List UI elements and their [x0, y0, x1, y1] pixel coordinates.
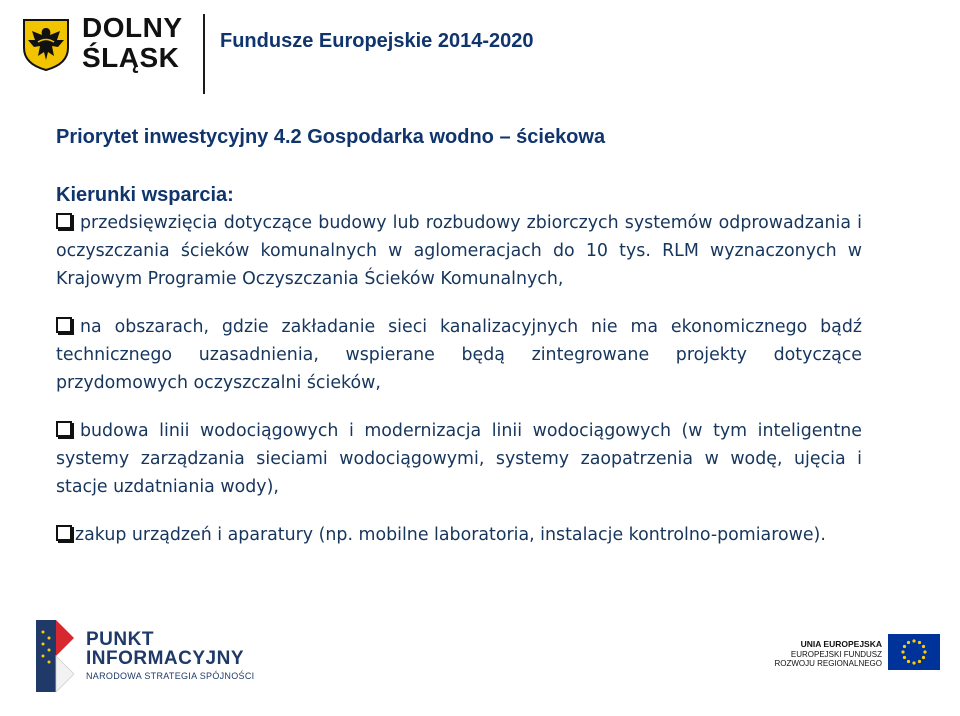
ue-line-2: EUROPEJSKI FUNDUSZ — [790, 649, 882, 659]
brand-line-2: ŚLĄSK — [82, 42, 180, 73]
silesian-eagle-icon — [22, 18, 70, 72]
list-item — [56, 417, 862, 501]
priority-title: Priorytet inwestycyjny 4.2 Gospodarka wodno – ściekowa — [56, 126, 606, 148]
eu-star-icon — [922, 656, 925, 659]
brand-line-1: DOLNY — [82, 12, 183, 43]
eu-fund-label — [774, 640, 882, 668]
eu-star-icon — [922, 645, 925, 648]
punkt-informacyjny-logo-icon — [34, 620, 74, 692]
eu-star-icon — [912, 639, 915, 642]
header-title: Fundusze Europejskie 2014-2020 — [220, 30, 534, 52]
eu-star-icon — [907, 660, 910, 663]
slide-header — [0, 0, 960, 95]
eu-star-icon — [907, 641, 910, 644]
punkt-informacyjny-wordmark — [86, 630, 254, 681]
section-heading: Kierunki wsparcia: — [56, 184, 234, 206]
list-item-text: przedsięwzięcia dotyczące budowy lub rozbudowy zbiorczych systemów odprowadzania i oczyszczania ścieków komunalnych w aglomeracjach do 10 tys. RLM wyznaczonych w Krajowym Programie Oczyszczania Ścieków Komunalnych, — [56, 213, 862, 289]
support-directions — [56, 184, 862, 549]
eu-star-icon — [912, 661, 915, 664]
eu-star-icon — [918, 660, 921, 663]
checkbox-bullet-icon — [56, 525, 72, 541]
eu-star-icon — [903, 656, 906, 659]
list-item-text: budowa linii wodociągowych i modernizacja linii wodociągowych (w tym inteligentne systemy zarządzania sieciami wodociągowymi, systemy zaopatrzenia w wodę, ujęcia i stacje uzdatniania wody), — [56, 421, 862, 497]
eu-star-icon — [903, 645, 906, 648]
list-item — [56, 209, 862, 293]
pi-line-1: PUNKT — [86, 629, 154, 650]
checkbox-bullet-icon — [56, 317, 72, 333]
list-item-text: zakup urządzeń i aparatury (np. mobilne laboratoria, instalacje kontrolno-pomiarowe). — [75, 525, 826, 545]
ue-line-1: UNIA EUROPEJSKA — [800, 639, 882, 649]
eu-flag-icon — [888, 634, 940, 670]
list-item-text: na obszarach, gdzie zakładanie sieci kanalizacyjnych nie ma ekonomicznego bądź technicznego uzasadnienia, wspierane będą zintegrowane projekty dotyczące przydomowych oczyszczalni ścieków, — [56, 317, 862, 393]
list-item — [56, 313, 862, 397]
eu-star-icon — [918, 641, 921, 644]
eu-star-icon — [901, 650, 904, 653]
brand-wordmark — [82, 14, 183, 72]
list-item — [56, 521, 862, 549]
ue-line-3: ROZWOJU REGIONALNEGO — [774, 658, 882, 668]
checkbox-bullet-icon — [56, 213, 72, 229]
pi-line-2: INFORMACYJNY — [86, 648, 245, 669]
eu-star-icon — [923, 650, 926, 653]
header-divider — [203, 14, 205, 94]
checkbox-bullet-icon — [56, 421, 72, 437]
slide-footer — [0, 614, 960, 716]
pi-line-3: NARODOWA STRATEGIA SPÓJNOŚCI — [86, 671, 255, 681]
